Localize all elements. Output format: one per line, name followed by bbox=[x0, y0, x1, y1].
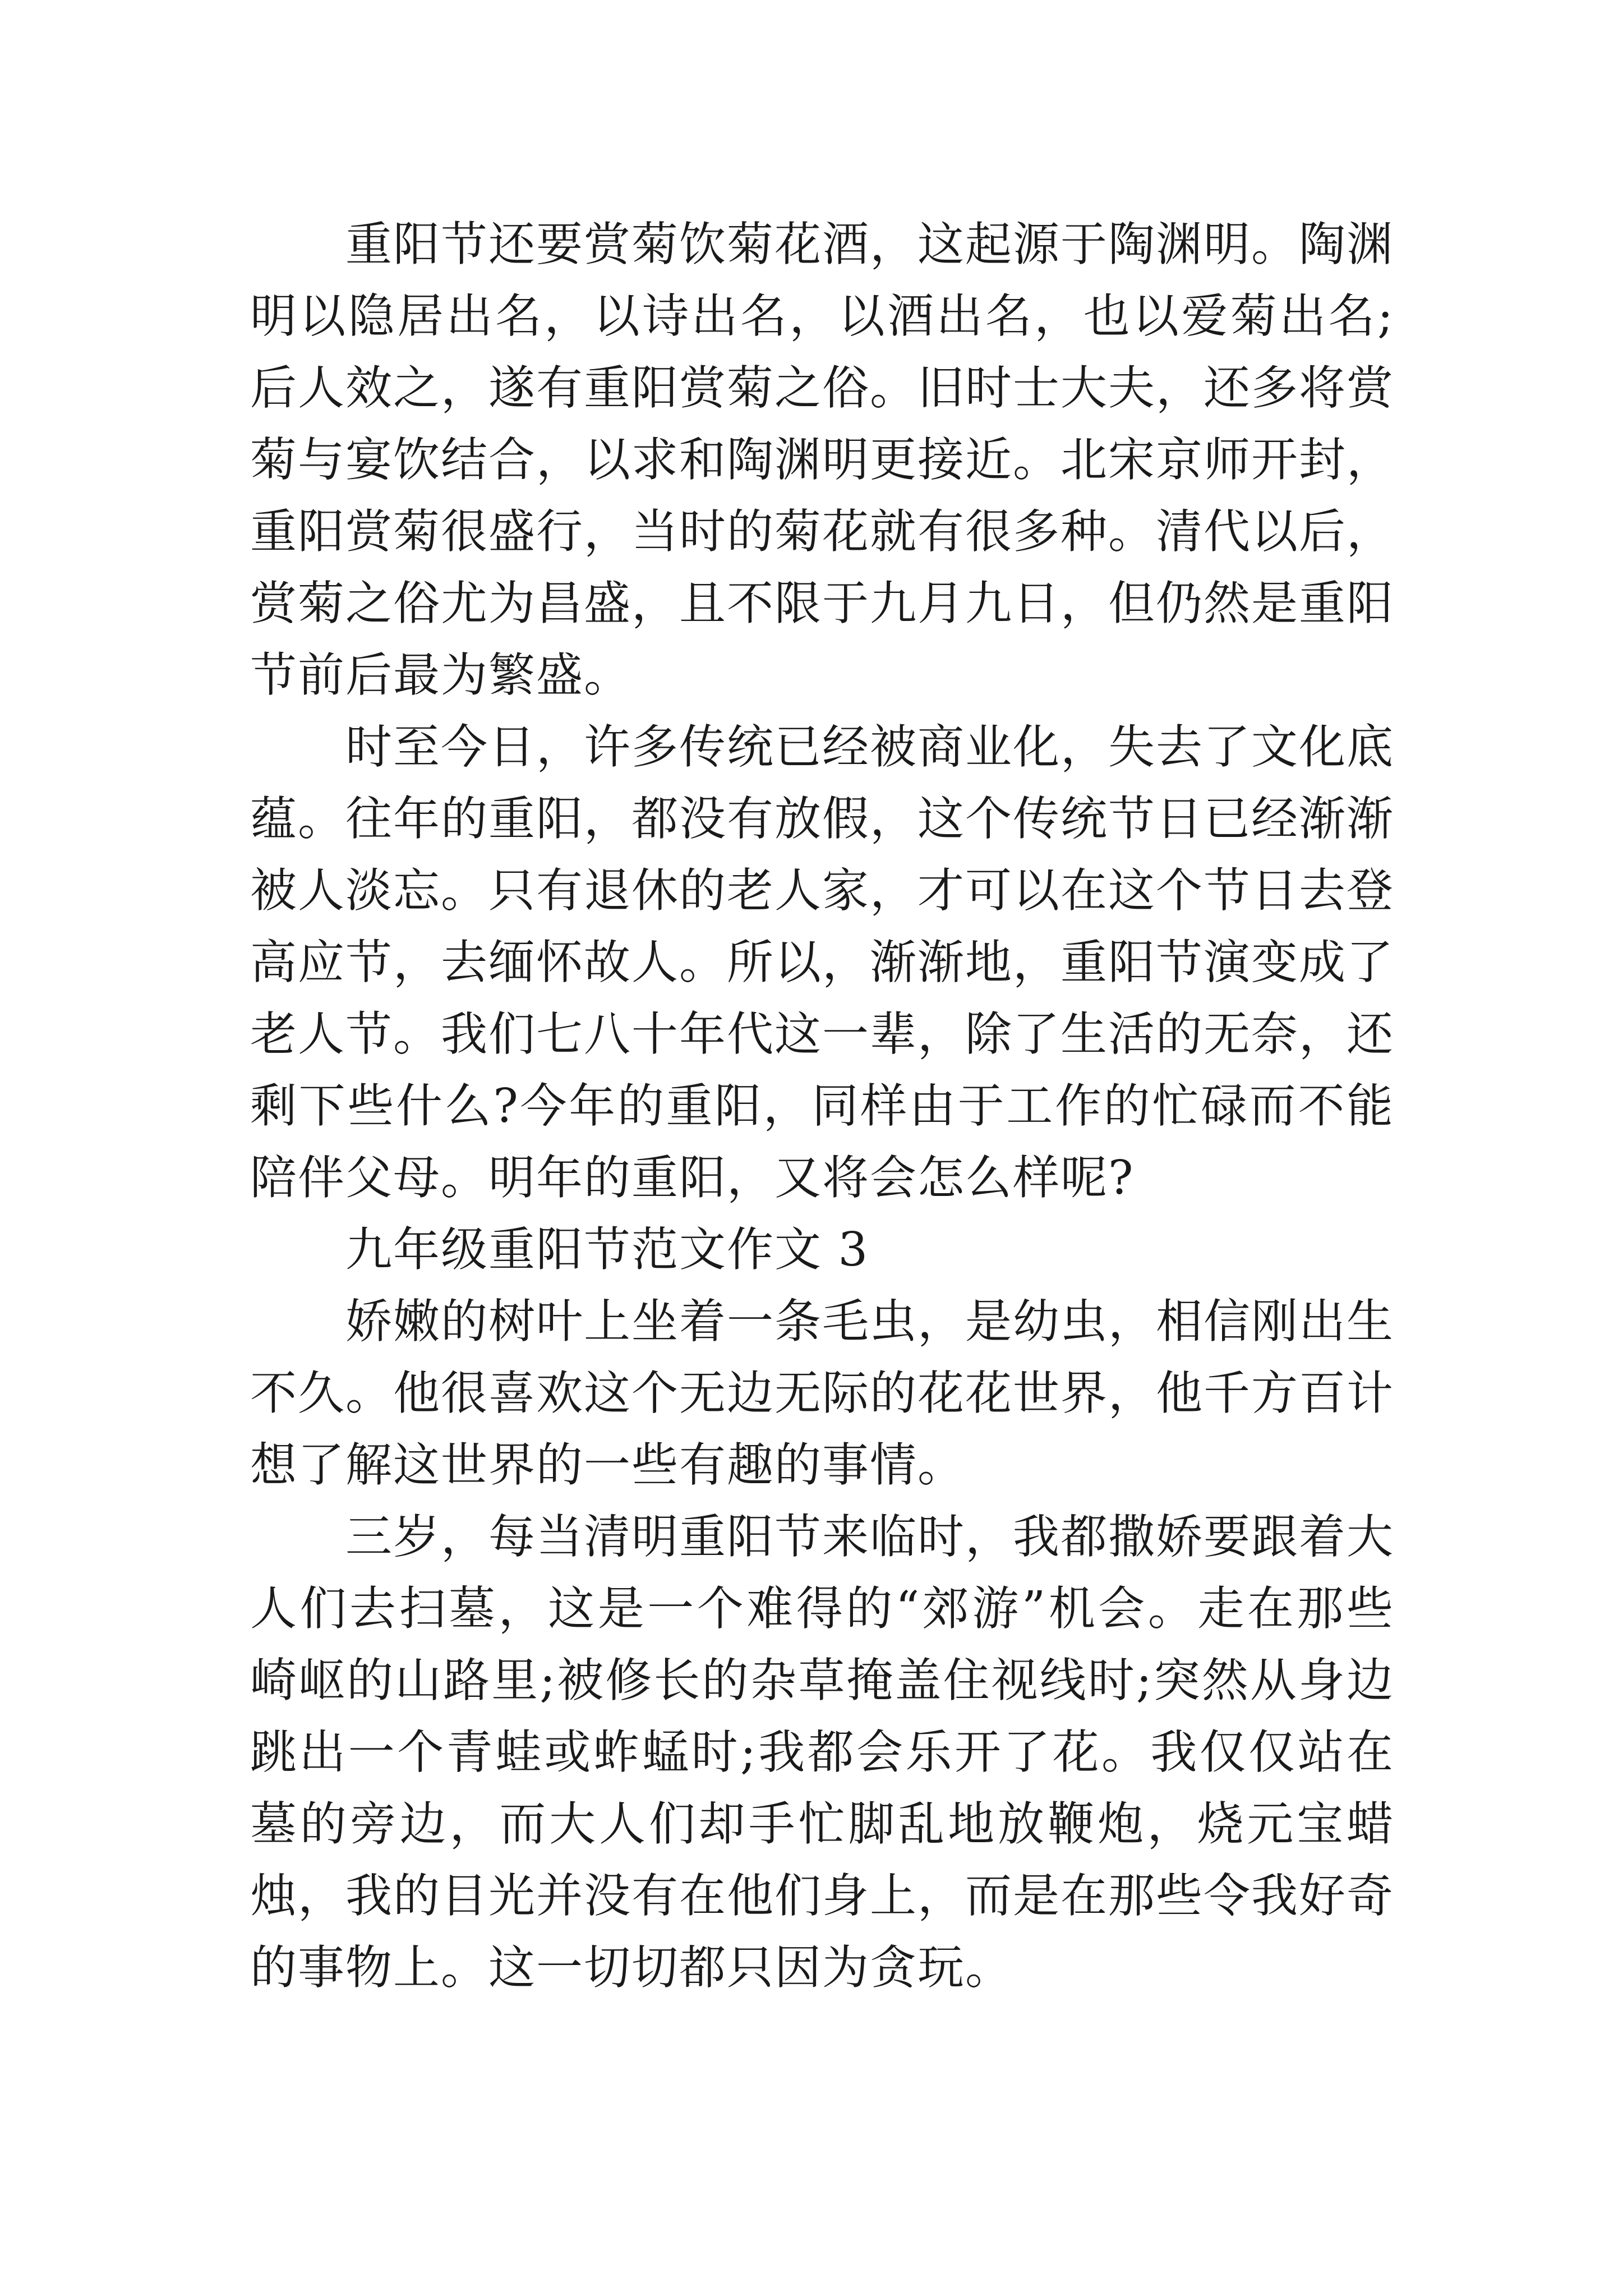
paragraph-modern-day: 时至今日，许多传统已经被商业化，失去了文化底蕴。往年的重阳，都没有放假，这个传统节日已经渐渐被人淡忘。只有退休的老人家，才可以在这个节日去登高应节，去缅怀故人。所以，渐渐地，重阳节演变成了老人节。我们七八十年代这一辈，除了生活的无奈，还剩下些什么?今年的重阳，同样由于工作的忙碌而不能陪伴父母。明年的重阳，又将会怎么样呢? bbox=[250, 720, 1394, 1205]
paragraph-chrysanthemum: 重阳节还要赏菊饮菊花酒，这起源于陶渊明。陶渊明以隐居出名，以诗出名，以酒出名，也以爱菊出名;后人效之，遂有重阳赏菊之俗。旧时士大夫，还多将赏菊与宴饮结合，以求和陶渊明更接近。北宋京师开封，重阳赏菊很盛行，当时的菊花就有很多种。清代以后，赏菊之俗尤为昌盛，且不限于九月九日，但仍然是重阳节前后最为繁盛。 bbox=[250, 217, 1394, 702]
paragraph-three-years-old: 三岁，每当清明重阳节来临时，我都撒娇要跟着大人们去扫墓，这是一个难得的“郊游”机会。走在那些崎岖的山路里;被修长的杂草掩盖住视线时;突然从身边跳出一个青蛙或蚱蜢时;我都会乐开了花。我仅仅站在墓的旁边，而大人们却手忙脚乱地放鞭炮，烧元宝蜡烛，我的目光并没有在他们身上，而是在那些令我好奇的事物上。这一切切都只因为贪玩。 bbox=[250, 1510, 1394, 1995]
paragraph-caterpillar: 娇嫩的树叶上坐着一条毛虫，是幼虫，相信刚出生不久。他很喜欢这个无边无际的花花世界，他千方百计想了解这世界的一些有趣的事情。 bbox=[250, 1294, 1394, 1492]
section-heading: 九年级重阳节范文作文 3 bbox=[345, 1222, 869, 1277]
document-body bbox=[250, 209, 1394, 2004]
